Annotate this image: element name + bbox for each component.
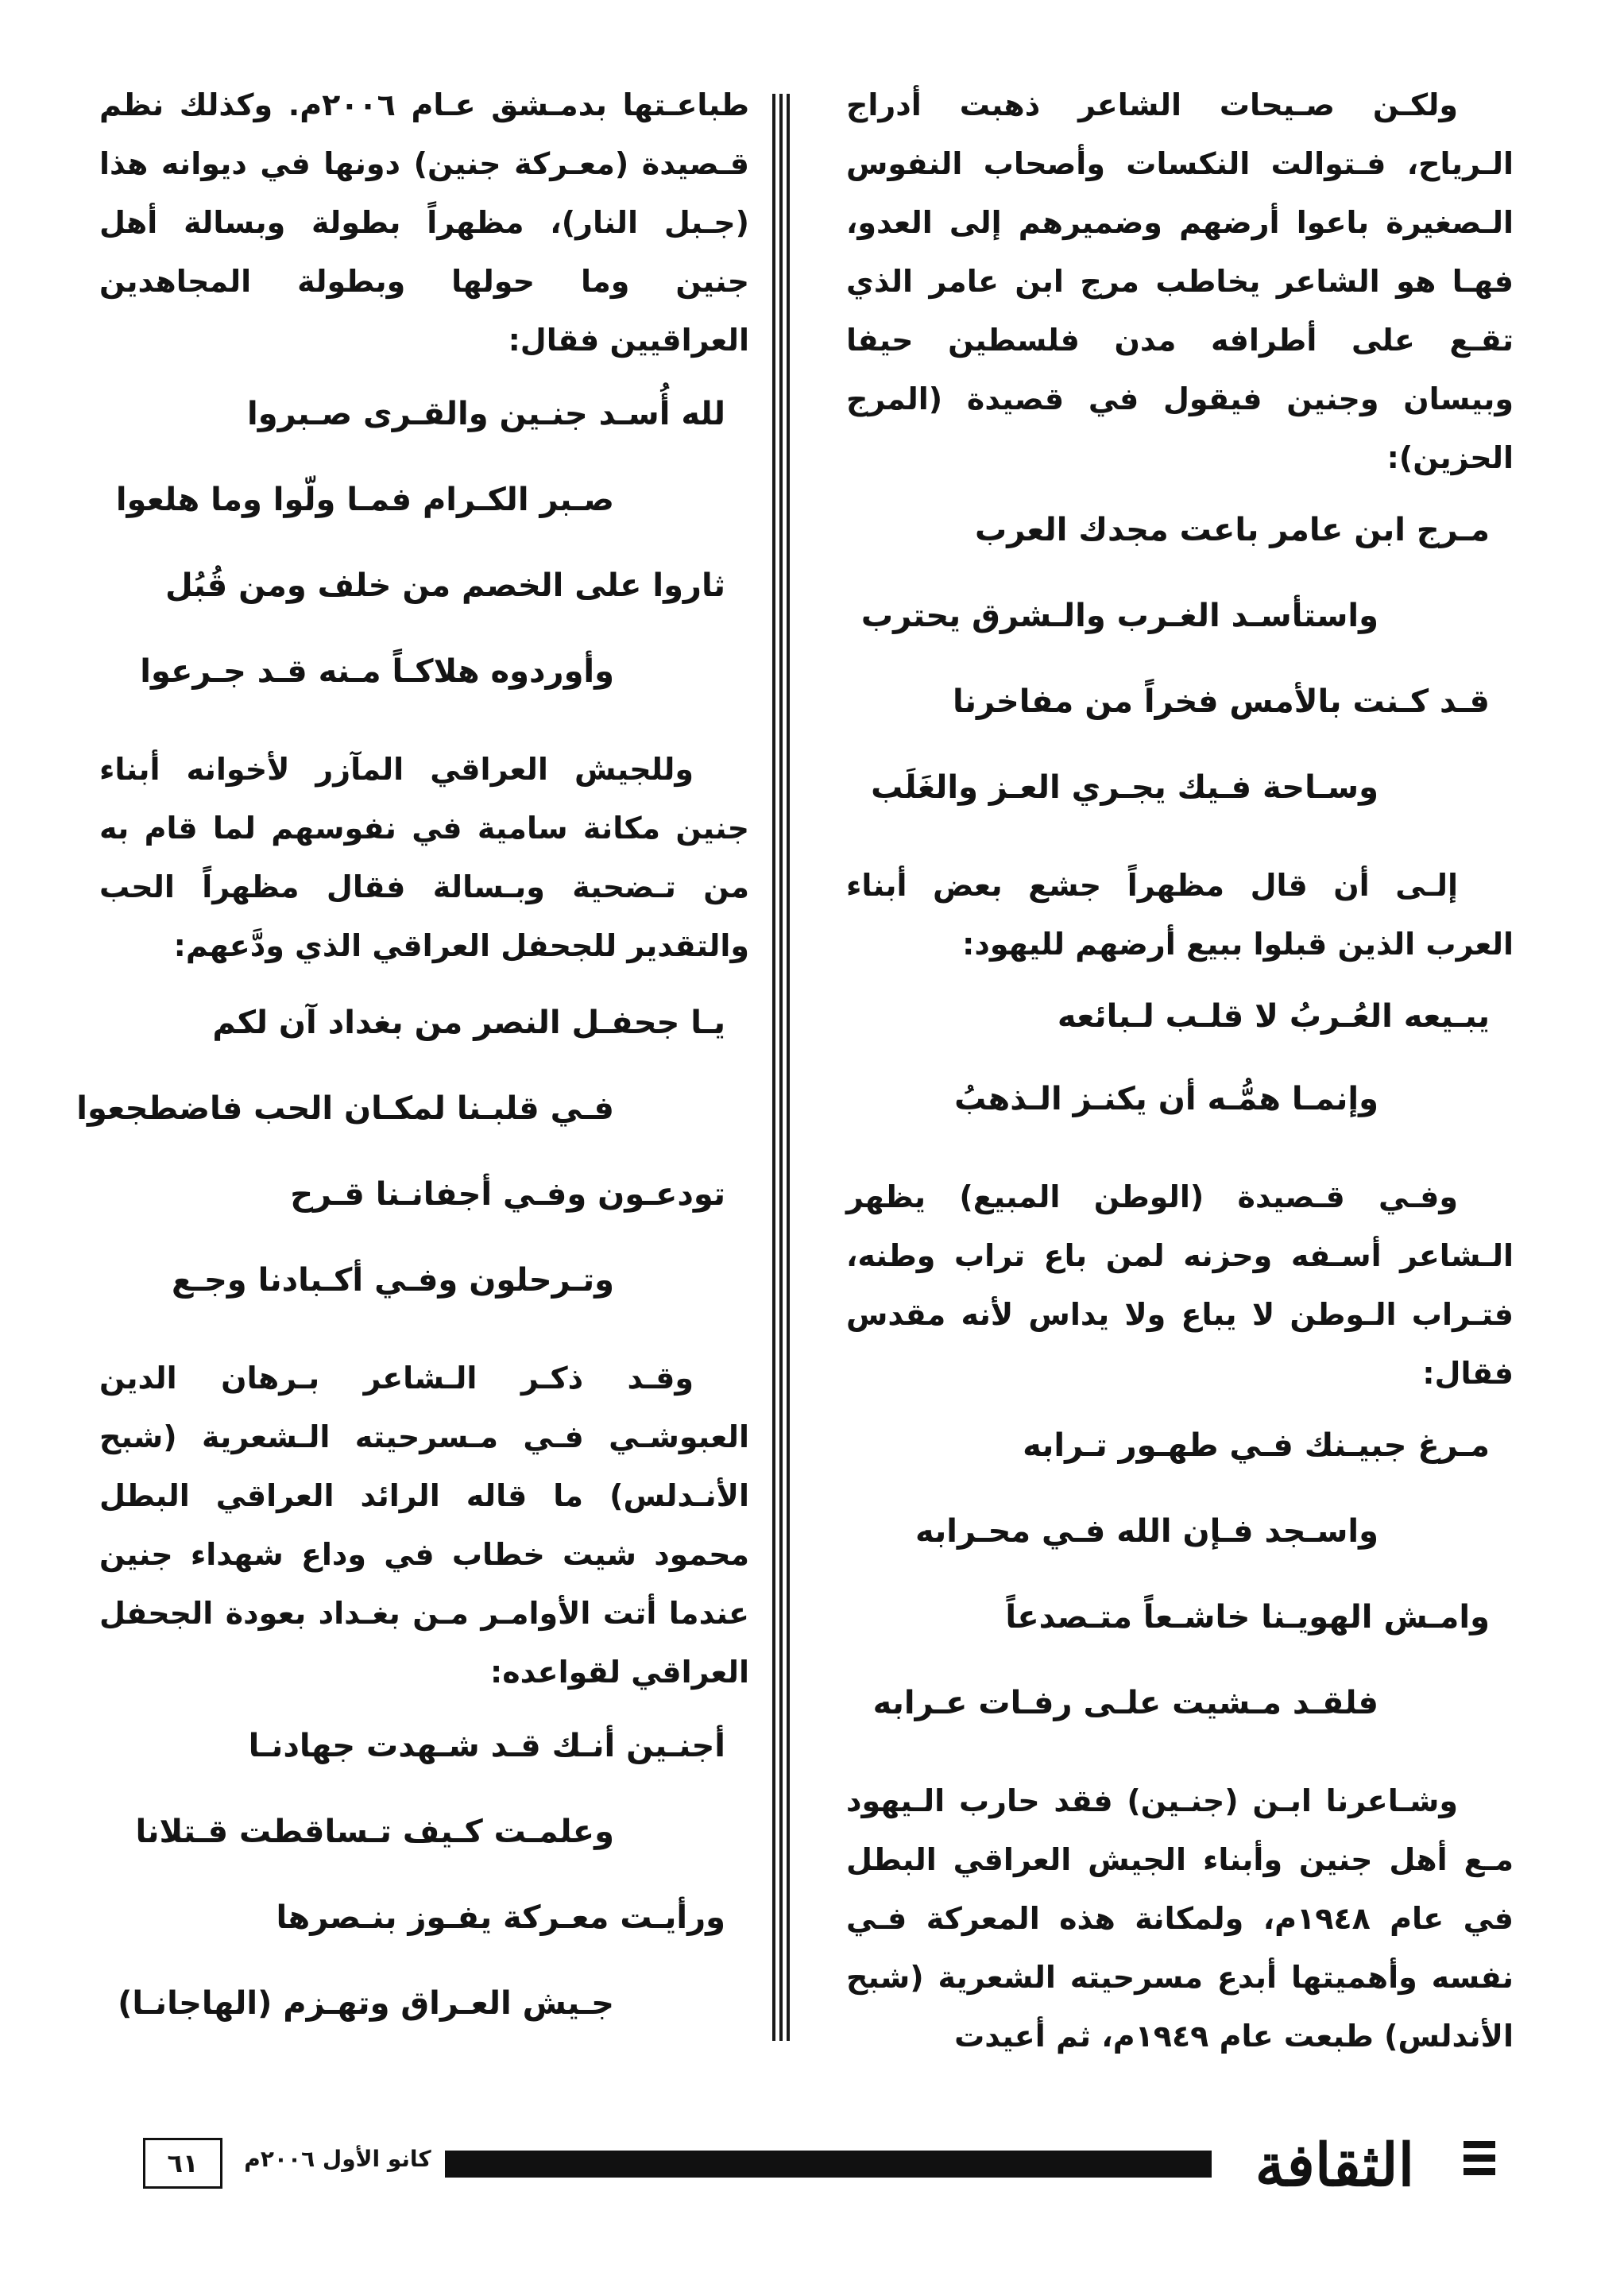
column-divider xyxy=(772,94,790,2041)
right-column xyxy=(846,75,1514,2066)
verse-line: ثاروا على الخصم من خلف ومن قُبُل xyxy=(164,567,725,604)
verse-line: وإنمـا همُّـه أن يكنـز الـذهبُ xyxy=(954,1081,1378,1117)
verse-line: أجنـين أنـك قـد شـهدت جهادنـا xyxy=(248,1728,725,1764)
verse-line: يـا جحفـل النصر من بغداد آن لكم xyxy=(212,1005,725,1041)
verse-line: تودعـون وفـي أجفانـنا قـرح xyxy=(290,1176,725,1213)
verse-line: فلقـد مـشيت علـى رفـات عـرابه xyxy=(872,1685,1378,1721)
verse-line: صـبر الكـرام فمـا ولّوا وما هلعوا xyxy=(115,482,614,518)
paragraph: وللجيش العراقي المآزر لأخوانه أبناء جنين مكانة سامية في نفوسهم لما قام به من تـضحية وبـسالة فقال مظهراً الحب والتقدير للجحفل العراقي الذي ودَّعهم: xyxy=(99,752,749,963)
verse-line: وامـش الهويـنا خاشـعاً متـصدعاً xyxy=(1005,1599,1490,1636)
verse-line: ورأيـت معـركة يفـوز بنـصرها xyxy=(276,1899,725,1936)
verse-line: قـد كـنت بالأمس فخراً من مفاخرنا xyxy=(952,683,1490,720)
paragraph: وشـاعرنا ابـن (جنـين) فقد حارب الـيهود مـع أهل جنين وأبناء الجيش العراقي البطل في عام ١٩٤٨م، ولمكانة هذه المعركة فـي نفسه وأهميتها أبدع مسرحيته الشعرية (شبح الأندلس) طبعت عام ١٩٤٩م، ثم أعيدت xyxy=(846,1783,1514,2054)
page-number: ٦١ xyxy=(143,2138,222,2189)
poem-stanza xyxy=(846,509,1514,808)
verse-line: واستأسـد الغـرب والـشرق يحترب xyxy=(860,598,1378,634)
magazine-logo xyxy=(1208,2131,1462,2200)
poem-stanza xyxy=(846,996,1514,1120)
poem-stanza xyxy=(99,393,749,692)
logo-stripes xyxy=(1464,2141,1495,2189)
verse-line: مـرغ جبيـنك فـي طهـور تـرابه xyxy=(1023,1427,1490,1464)
logo-text: الثقافة xyxy=(1255,2131,1415,2200)
page-footer xyxy=(0,2131,1624,2209)
paragraph: وفـي قـصيدة (الوطن المبيع) يظهر الـشاعر أسـفه وحزنه لمن باع تراب وطنه، فتـراب الـوطن لا يباع ولا يداس لأنه مقدس فقال: xyxy=(846,1179,1514,1391)
poem-stanza xyxy=(846,1425,1514,1724)
verse-line: واسـجد فـإن الله فـي محـرابه xyxy=(914,1513,1378,1550)
poem-stanza xyxy=(99,1725,749,2024)
issue-date: كانو الأول ٢٠٠٦م xyxy=(244,2146,431,2172)
verse-line: مـرج ابن عامر باعت مجدك العرب xyxy=(975,512,1490,548)
footer-rule xyxy=(445,2151,1212,2178)
verse-line: لله أُسـد جنـين والقـرى صـبروا xyxy=(247,396,725,432)
poem-stanza xyxy=(76,1002,749,1301)
verse-line: جـيش العـراق وتهـزم (الهاجانـا) xyxy=(118,1985,614,2022)
paragraph: وقـد ذكـر الـشاعر بـرهان الدين العبوشـي فـي مـسرحيته الـشعرية (شبح الأنـدلس) ما قاله الرائد العراقي البطل محمود شيت خطاب في وداع شهداء جنين عندما أتت الأوامـر مـن بغـداد بعودة الجحفل العراقي لقواعده: xyxy=(99,1361,749,1690)
verse-line: وسـاحة فـيك يجـري العـز والغَلَب xyxy=(871,769,1378,806)
verse-line: وأوردوه هلاكـاً مـنه قـد جـرعوا xyxy=(140,653,614,690)
verse-line: يبـيعه العُـربُ لا قلـب لـبائعه xyxy=(1057,998,1490,1035)
paragraph: طباعـتها بدمـشق عـام ٢٠٠٦م. وكذلك نظم قـصيدة (معـركة جنين) دونها في ديوانه هذا (جـبل النار)، مظهراً بطولة وبسالة أهل جنين وما حولها وبطولة المجاهدين العراقيين فقال: xyxy=(99,87,749,358)
verse-line: فـي قلبـنا لمكـان الحب فاضطجعوا xyxy=(76,1090,614,1127)
paragraph: إلـى أن قال مظهراً جشع بعض أبناء العرب الذين قبلوا ببيع أرضهم لليهود: xyxy=(846,868,1514,962)
verse-line: وعلمـت كـيف تـساقطت قـتلانا xyxy=(135,1814,614,1850)
paragraph: ولكـن صـيحات الشاعر ذهبت أدراج الـرياح، فـتوالت النكسات وأصحاب النفوس الـصغيرة باعوا أرضهم وضميرهم إلى العدو، فهـا هو الشاعر يخاطب مرج ابن عامر الذي تقـع على أطرافه مدن فلسطين حيفا وبيسان وجنين فيقول في قصيدة (المرج الحزين): xyxy=(846,87,1514,475)
verse-line: وتـرحلون وفـي أكـبادنا وجـع xyxy=(171,1262,614,1299)
left-column xyxy=(76,75,749,2024)
